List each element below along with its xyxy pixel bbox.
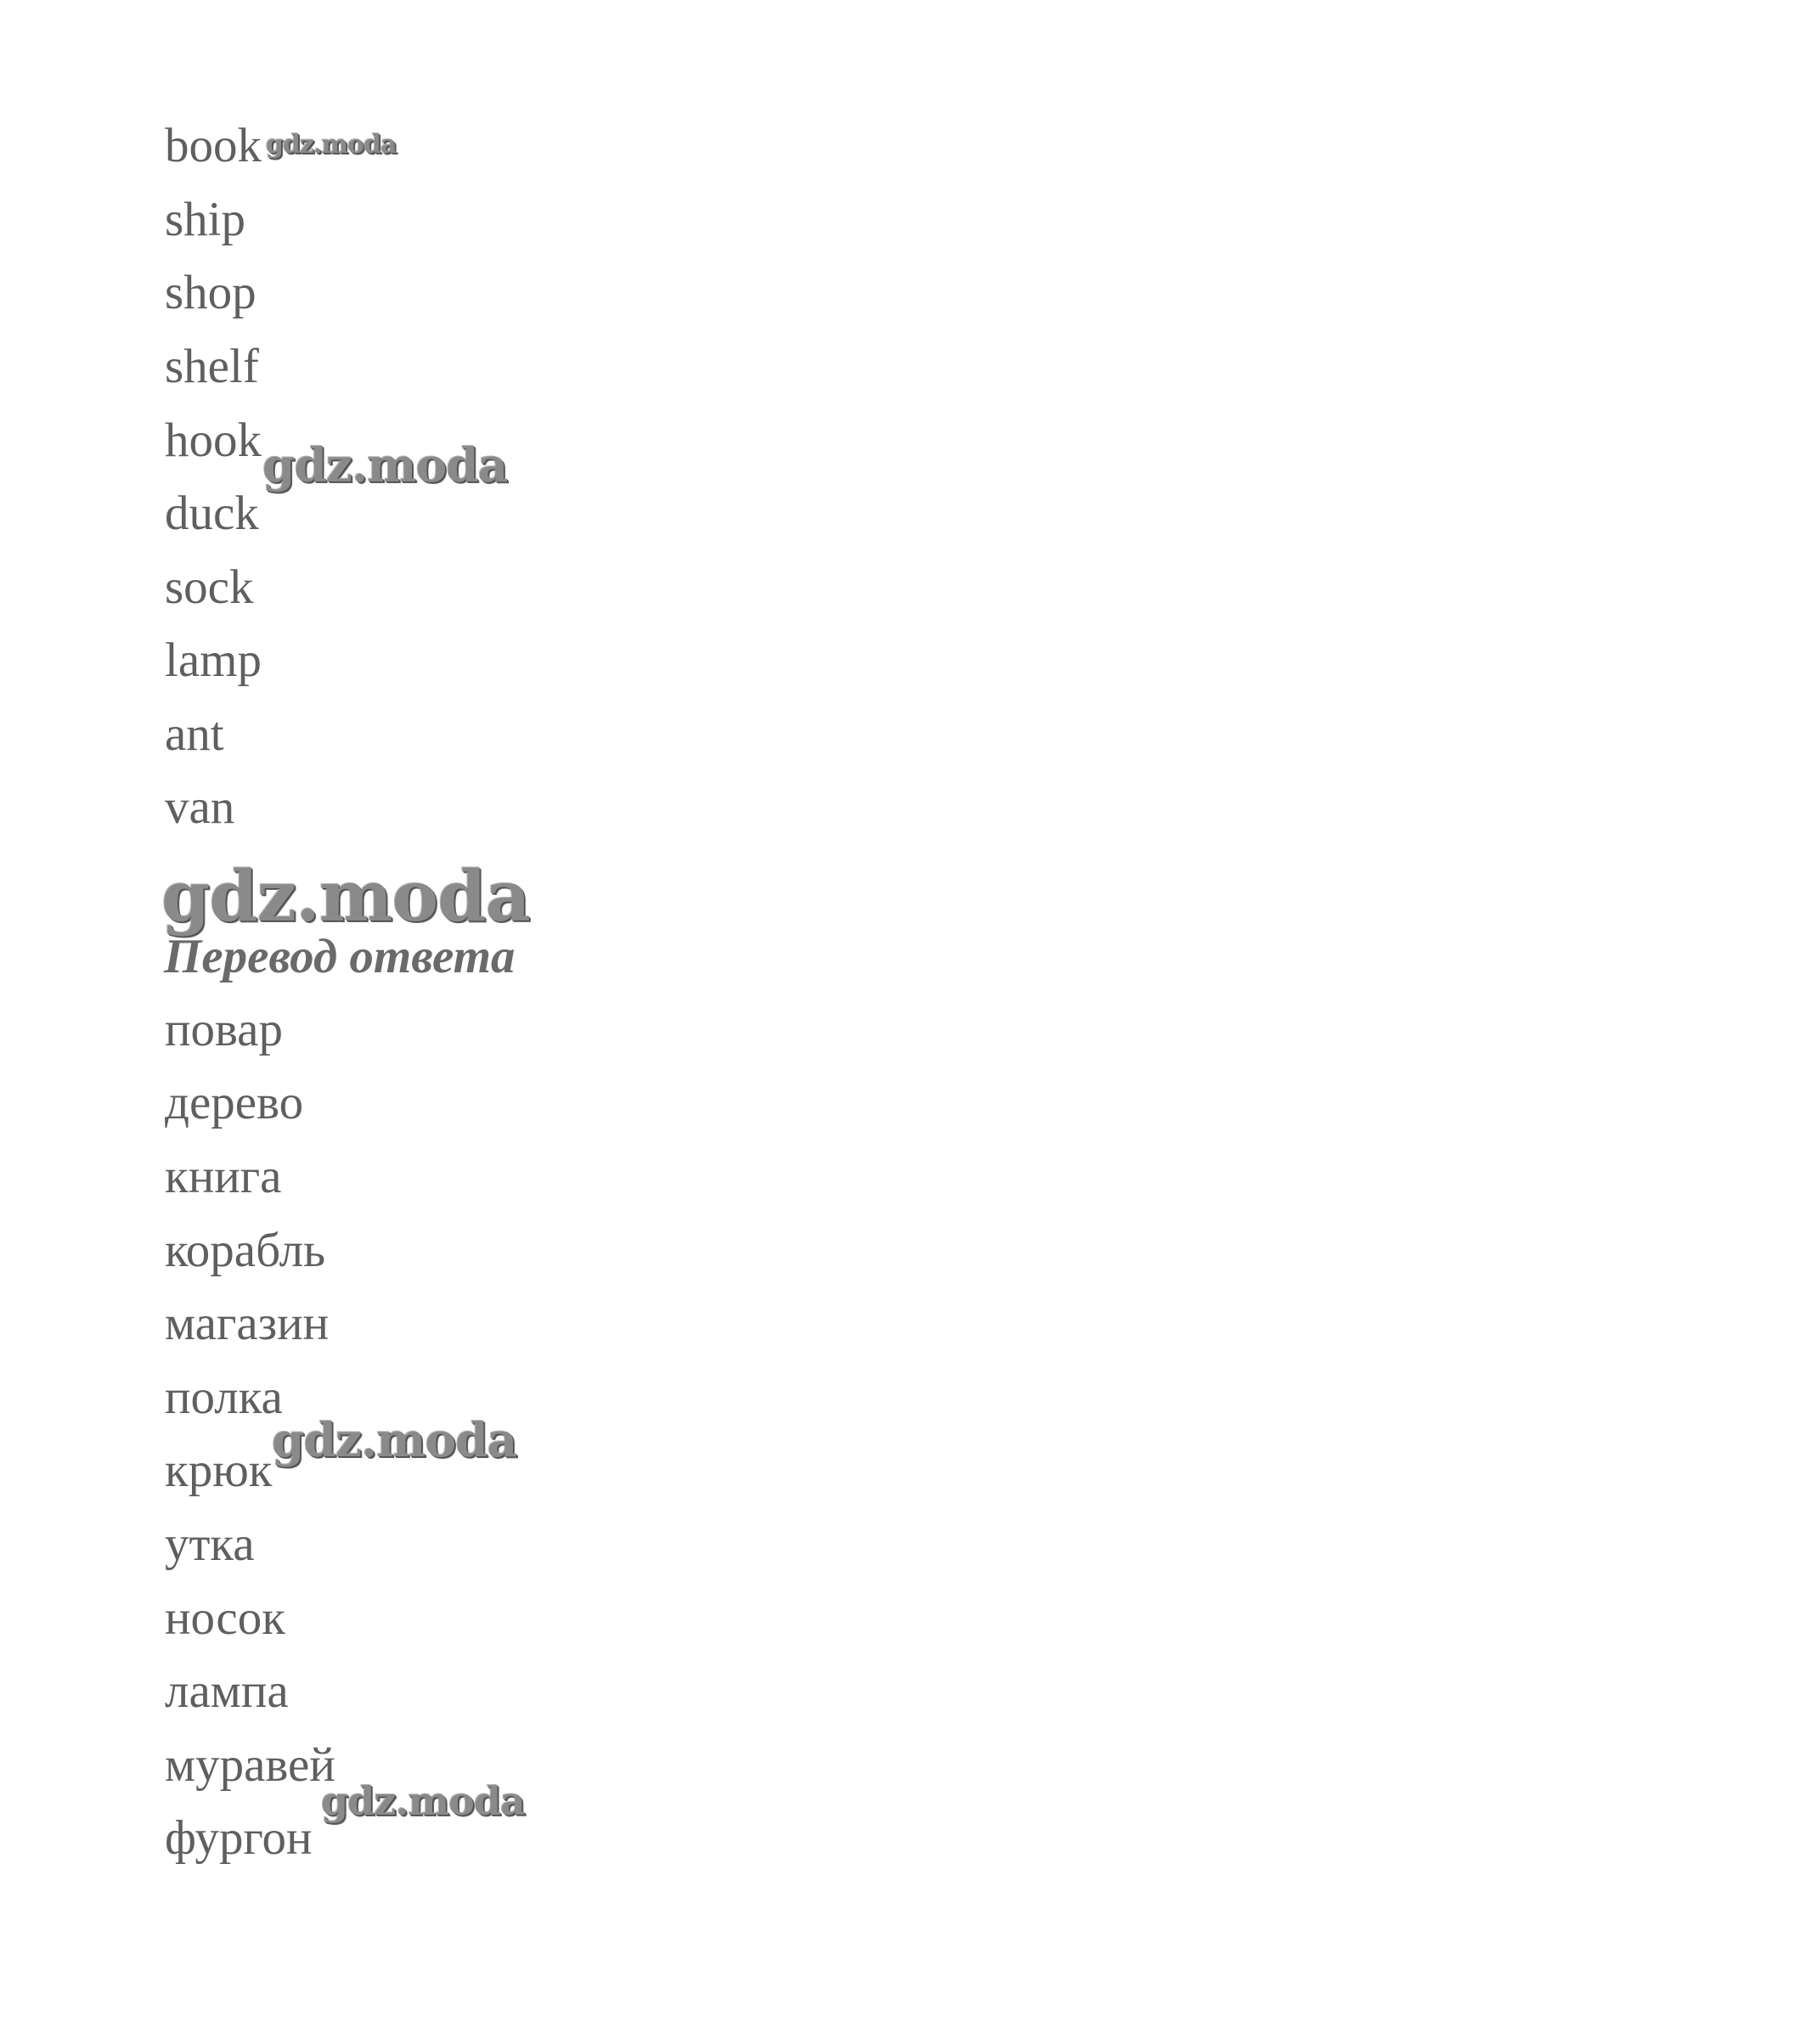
english-word: shelf xyxy=(165,340,259,393)
russian-word: полка xyxy=(165,1371,283,1424)
watermark: gdz.moda xyxy=(161,856,530,938)
translation-heading: Перевод ответа xyxy=(164,930,516,983)
english-word: ant xyxy=(165,707,224,761)
russian-word: муравей xyxy=(165,1738,335,1792)
russian-word: лампа xyxy=(165,1664,289,1718)
english-word: sock xyxy=(165,560,254,614)
watermark: gdz.moda xyxy=(262,437,508,493)
english-word: van xyxy=(165,780,235,834)
russian-word: книга xyxy=(165,1150,282,1203)
english-word: duck xyxy=(165,487,259,540)
english-word: lamp xyxy=(165,633,262,687)
english-word: hook xyxy=(165,414,262,467)
english-word: ship xyxy=(165,193,246,246)
english-word: book xyxy=(165,119,262,172)
watermark: gdz.moda xyxy=(321,1778,525,1824)
russian-word: фургон xyxy=(165,1811,313,1865)
english-word: shop xyxy=(165,266,257,319)
russian-word: дерево xyxy=(165,1076,304,1129)
russian-word: крюк xyxy=(165,1444,273,1497)
russian-word: магазин xyxy=(165,1297,330,1350)
russian-word: корабль xyxy=(165,1224,326,1277)
watermark: gdz.moda xyxy=(266,130,397,160)
russian-word: повар xyxy=(165,1003,283,1056)
russian-word: утка xyxy=(165,1518,255,1571)
watermark: gdz.moda xyxy=(272,1412,517,1467)
russian-word: носок xyxy=(165,1591,285,1645)
